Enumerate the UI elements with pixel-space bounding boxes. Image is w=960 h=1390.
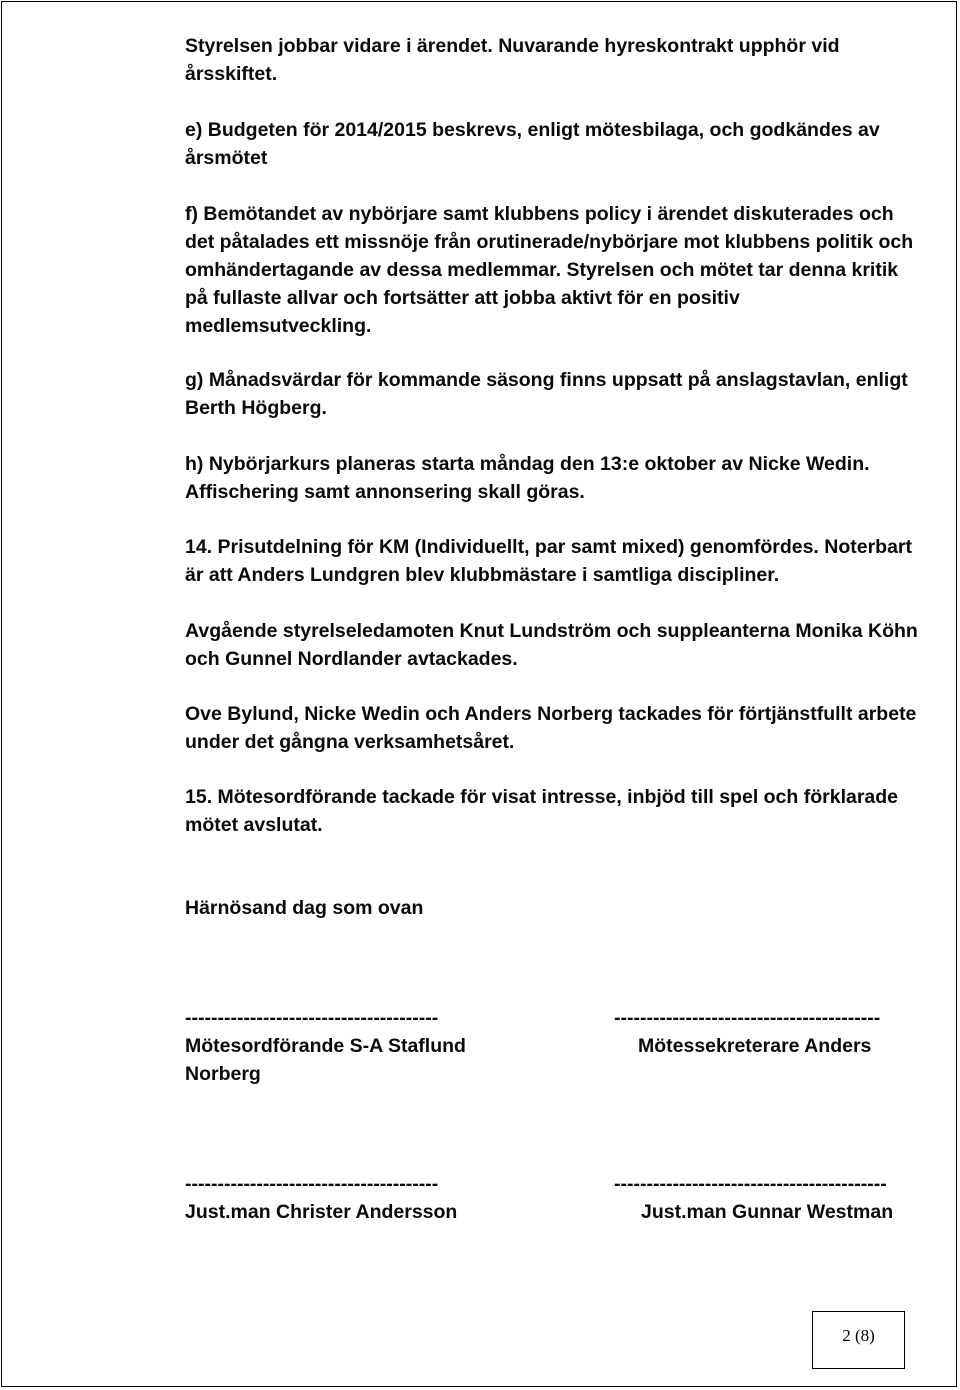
signature-line-chairman: --------------------------------------- — [185, 1007, 439, 1029]
signature-name-secretary-surname: Norberg — [185, 1063, 261, 1085]
paragraph-prize-giving: 14. Prisutdelning för KM (Individuellt, par samt mixed) genomfördes. Noterbart är att Anders Lundgren blev klubbmästare i samtliga discipliner. — [185, 536, 913, 586]
paragraph-month-hosts: g) Månadsvärdar för kommande säsong finns uppsatt på anslagstavlan, enligt Berth Högberg. — [185, 369, 908, 419]
signature-line-adjuster-1: --------------------------------------- — [185, 1173, 439, 1195]
paragraph-beginner-course: h) Nybörjarkurs planeras starta måndag den 13:e oktober av Nicke Wedin. Affischering samt annonsering skall göras. — [185, 453, 870, 503]
page-number-box — [812, 1311, 905, 1369]
signature-name-chairman: Mötesordförande S-A Staflund — [185, 1035, 466, 1057]
paragraph-thanks: Ove Bylund, Nicke Wedin och Anders Norberg tackades för förtjänstfullt arbete under det gångna verksamhetsåret. — [185, 703, 917, 753]
signature-line-secretary: ----------------------------------------- — [614, 1007, 881, 1029]
signature-name-adjuster-1: Just.man Christer Andersson — [185, 1201, 458, 1223]
paragraph-newcomers: f) Bemötandet av nybörjare samt klubbens policy i ärendet diskuterades och det påtalades ett missnöje från orutinerade/nybörjare mot klubbens politik och omhändertagande av dessa medlemmar. Styrelsen och mötet tar denna kritik på fullaste allvar och fortsätter att jobba aktivt för en positiv medlemsutveckling. — [185, 203, 914, 337]
page-number: 2 (8) — [842, 1326, 875, 1345]
signature-name-adjuster-2: Just.man Gunnar Westman — [641, 1201, 894, 1223]
paragraph-budget: e) Budgeten för 2014/2015 beskrevs, enligt mötesbilaga, och godkändes av årsmötet — [185, 119, 880, 169]
paragraph-closing: 15. Mötesordförande tackade för visat intresse, inbjöd till spel och förklarade mötet avslutat. — [185, 786, 899, 836]
signature-name-secretary: Mötessekreterare Anders — [638, 1035, 872, 1057]
paragraph-lease: Styrelsen jobbar vidare i ärendet. Nuvarande hyreskontrakt upphör vid årsskiftet. — [185, 35, 840, 85]
paragraph-departing-board: Avgående styrelseledamoten Knut Lundström och suppleanterna Monika Köhn och Gunnel Nordlander avtackades. — [185, 620, 918, 670]
signature-line-adjuster-2: ------------------------------------------ — [614, 1173, 887, 1195]
place-and-date: Härnösand dag som ovan — [185, 897, 424, 919]
